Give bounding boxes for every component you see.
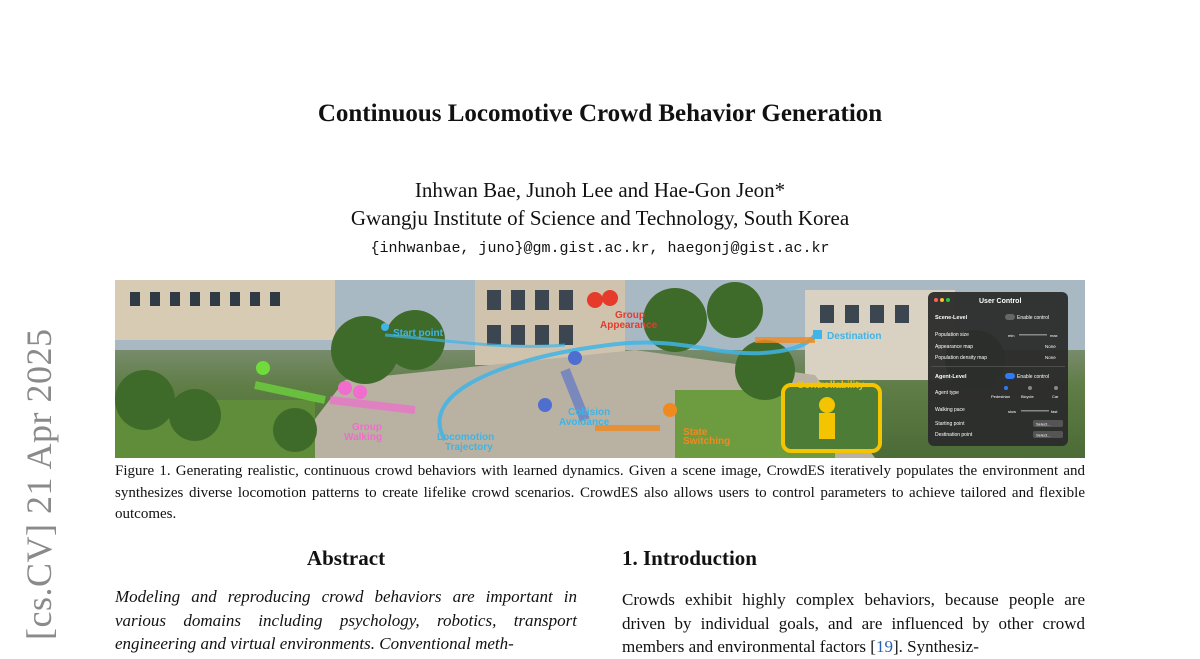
agent-enable-toggle[interactable] xyxy=(1005,373,1015,379)
appearance-map-label: Appearance map xyxy=(935,344,974,350)
density-map-label: Population density map xyxy=(935,355,987,361)
agent-type-pedestrian: Pedestrian xyxy=(991,394,1011,399)
user-control-panel xyxy=(928,292,1068,446)
intro-text-part-1: Crowds exhibit highly complex behaviors, because people are driven by individual goals, and are influenced by other crowd members and environmental factors [ xyxy=(622,590,1085,656)
agent-level-heading: Agent-Level xyxy=(935,374,967,380)
agent-type-bicycle-radio[interactable] xyxy=(1028,386,1032,390)
panel-title: User Control xyxy=(979,298,1022,305)
walking-pace-label: Walking pace xyxy=(935,407,965,413)
arxiv-stamp: [cs.CV] 21 Apr 2025 xyxy=(19,328,59,640)
state-switching-label-2: Switching xyxy=(683,436,731,447)
scene-enable-label: Enable control xyxy=(1017,315,1049,321)
figure-caption: Figure 1. Generating realistic, continuous crowd behaviors with learned dynamics. Given a scene image, CrowdES iteratively populates the environment and synthesizes diverse locomotion patterns to create lifelike crowd scenarios. CrowdES also allows users to control parameters to achieve tailored and flexible outcomes. xyxy=(115,463,1085,522)
controllability-label: Controllability xyxy=(797,380,865,391)
agent-type-pedestrian-radio[interactable] xyxy=(1004,386,1008,390)
starting-point-select-text: Select... xyxy=(1036,421,1051,427)
pace-fast-label: fast xyxy=(1051,409,1058,414)
scene-level-heading: Scene-Level xyxy=(935,315,968,321)
group-appearance-label-1: Group xyxy=(615,310,645,321)
group-appearance-label-2: Appearance xyxy=(600,320,658,331)
group-walking-label-2: Walking xyxy=(344,432,382,443)
walking-pace-slider[interactable] xyxy=(1021,410,1049,412)
collision-label-2: Avoidance xyxy=(559,417,610,428)
introduction-heading: 1. Introduction xyxy=(622,546,757,570)
paper-title: Continuous Locomotive Crowd Behavior Generation xyxy=(317,100,883,127)
density-map-select[interactable]: None xyxy=(1045,355,1056,360)
destination-point-select-text: Select... xyxy=(1036,432,1051,438)
agent-type-label: Agent type xyxy=(935,390,959,396)
destination-point-label: Destination point xyxy=(935,432,973,438)
abstract-heading: Abstract xyxy=(306,546,386,570)
start-point-label: Start point xyxy=(393,328,443,339)
destination-flag-icon xyxy=(813,330,822,339)
locomotion-label-1: Locomotion xyxy=(437,432,495,443)
agent-type-bicycle: Bicycle xyxy=(1021,394,1034,399)
population-max-label: max xyxy=(1050,333,1058,338)
collision-label-1: Collision xyxy=(568,407,611,418)
paper-emails: {inhwanbae, juno}@gm.gist.ac.kr, haegonj@gist.ac.kr xyxy=(370,240,830,257)
appearance-map-select[interactable]: None xyxy=(1045,344,1056,349)
population-min-label: min xyxy=(1008,333,1015,338)
agent-type-car-radio[interactable] xyxy=(1054,386,1058,390)
intro-text-part-2: ]. Synthesiz- xyxy=(892,637,979,656)
teaser-figure xyxy=(115,280,1085,458)
group-walking-label-1: Group xyxy=(352,422,382,433)
destination-label: Destination xyxy=(827,331,882,342)
agent-enable-label: Enable control xyxy=(1017,374,1049,380)
pace-slow-label: slow xyxy=(1008,409,1017,414)
paper-authors: Inhwan Bae, Junoh Lee and Hae-Gon Jeon* xyxy=(414,178,786,202)
citation-link[interactable]: 19 xyxy=(875,637,893,656)
locomotion-label-2: Trajectory xyxy=(445,442,493,453)
paper-affiliation: Gwangju Institute of Science and Technology, South Korea xyxy=(350,206,850,230)
population-size-label: Population size xyxy=(935,332,969,338)
scene-enable-toggle[interactable] xyxy=(1005,314,1015,320)
population-size-slider[interactable] xyxy=(1019,334,1047,336)
state-switching-label-1: State xyxy=(683,427,708,438)
abstract-text: Modeling and reproducing crowd behaviors are important in various domains including psychology, robotics, transport engineering and virtual environments. Conventional meth- xyxy=(115,587,577,653)
start-pin-icon xyxy=(381,323,389,331)
agent-type-car: Car xyxy=(1052,394,1059,399)
starting-point-label: Starting point xyxy=(935,421,965,427)
